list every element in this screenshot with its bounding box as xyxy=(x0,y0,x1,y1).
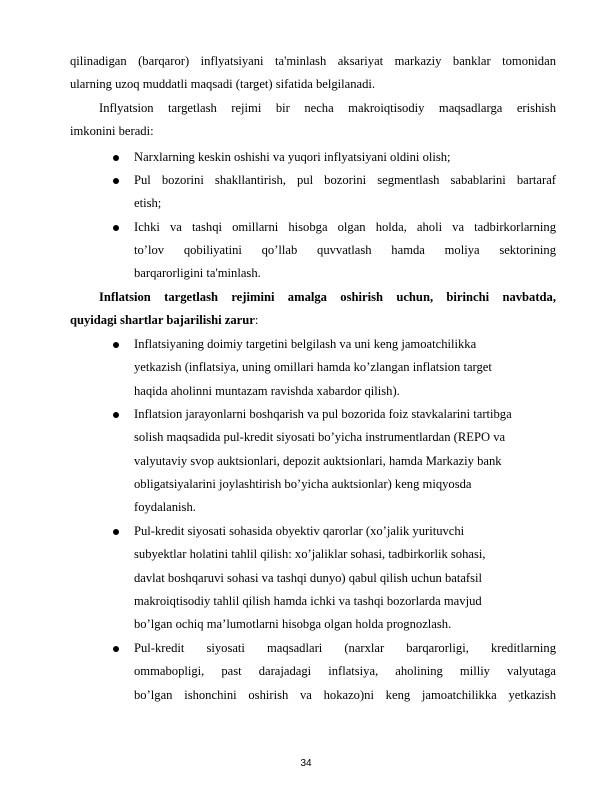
bold-paragraph-line-wrapper xyxy=(70,313,258,328)
list-item-line: ommabopligi, past darajadagi inflatsiya, aholining milliy valyutaga xyxy=(134,664,556,678)
bold-paragraph-line: Inflatsion targetlash rejimini amalga oshirish uchun, birinchi navbatda, xyxy=(99,290,556,304)
list-item-line: bo’lgan ochiq ma’lumotlarni hisobga olgan holda prognozlash. xyxy=(134,617,452,631)
colon-text: : xyxy=(254,313,259,327)
list-item-line: foydalanish. xyxy=(134,500,196,514)
bullet-icon xyxy=(113,412,119,418)
paragraph-line: ularning uzoq muddatli maqsadi (target) sifatida belgilanadi. xyxy=(70,77,376,91)
bold-text: quyidagi shartlar bajarilishi zarur xyxy=(70,313,255,327)
list-item-line: to’lov qobiliyatini qo’llab quvvatlash hamda moliya sektorining xyxy=(134,243,556,257)
list-item-line: subyektlar holatini tahlil qilish: xo’jaliklar sohasi, tadbirkorlik sohasi, xyxy=(134,547,486,561)
list-item-line: Inflatsion jarayonlarni boshqarish va pul bozorida foiz stavkalarini tartibga xyxy=(134,407,512,421)
list-item-line: obligatsiyalarini joylashtirish bo’yicha auktsionlar) keng miqyosda xyxy=(134,477,472,491)
list-item-line: Ichki va tashqi omillarni hisobga olgan holda, aholi va tadbirkorlarning xyxy=(134,220,556,234)
list-item-line: valyutaviy svop auktsionlari, depozit auktsionlari, hamda Markaziy bank xyxy=(134,454,502,468)
list-item-line: bo’lgan ishonchini oshirish va hokazo)ni keng jamoatchilikka yetkazish xyxy=(134,688,556,702)
bullet-icon xyxy=(113,529,119,535)
page-number: 34 xyxy=(300,758,312,769)
bullet-icon xyxy=(113,178,119,184)
paragraph-line: Inflyatsion targetlash rejimi bir necha makroiqtisodiy maqsadlarga erishish xyxy=(99,101,556,115)
bullet-icon xyxy=(113,342,119,348)
list-item-line: davlat boshqaruvi sohasi va tashqi dunyo) qabul qilish uchun batafsil xyxy=(134,571,483,585)
bullet-icon xyxy=(113,225,119,231)
list-item-line: Pul-kredit siyosati sohasida obyektiv qarorlar (xo’jalik yurituvchi xyxy=(134,524,465,538)
list-item-line: haqida aholinni muntazam ravishda xabardor qilish). xyxy=(134,384,400,398)
list-item-line: makroiqtisodiy tahlil qilish hamda ichki va tashqi bozorlarda mavjud xyxy=(134,594,482,608)
list-item-line: Pul bozorini shakllantirish, pul bozorini segmentlash sabablarini bartaraf xyxy=(134,173,556,187)
list-item-line: yetkazish (inflatsiya, uning omillari hamda ko’zlangan inflatsion target xyxy=(134,360,492,374)
list-item-line: etish; xyxy=(134,196,162,210)
bullet-icon xyxy=(113,646,119,652)
paragraph-line: imkonini beradi: xyxy=(70,124,154,138)
list-item-line: Narxlarning keskin oshishi va yuqori inflyatsiyani oldini olish; xyxy=(134,150,451,164)
paragraph-line: qilinadigan (barqaror) inflyatsiyani ta'minlash aksariyat markaziy banklar tomonidan xyxy=(70,54,556,68)
list-item-line: solish maqsadida pul-kredit siyosati bo’yicha instrumentlardan (REPO va xyxy=(134,430,506,444)
list-item-line: Pul-kredit siyosati maqsadlari (narxlar barqarorligi, kreditlarning xyxy=(134,641,556,655)
bullet-icon xyxy=(113,155,119,161)
list-item-line: barqarorligini ta'minlash. xyxy=(134,266,261,280)
list-item-line: Inflatsiyaning doimiy targetini belgilash va uni keng jamoatchilikka xyxy=(134,337,477,351)
